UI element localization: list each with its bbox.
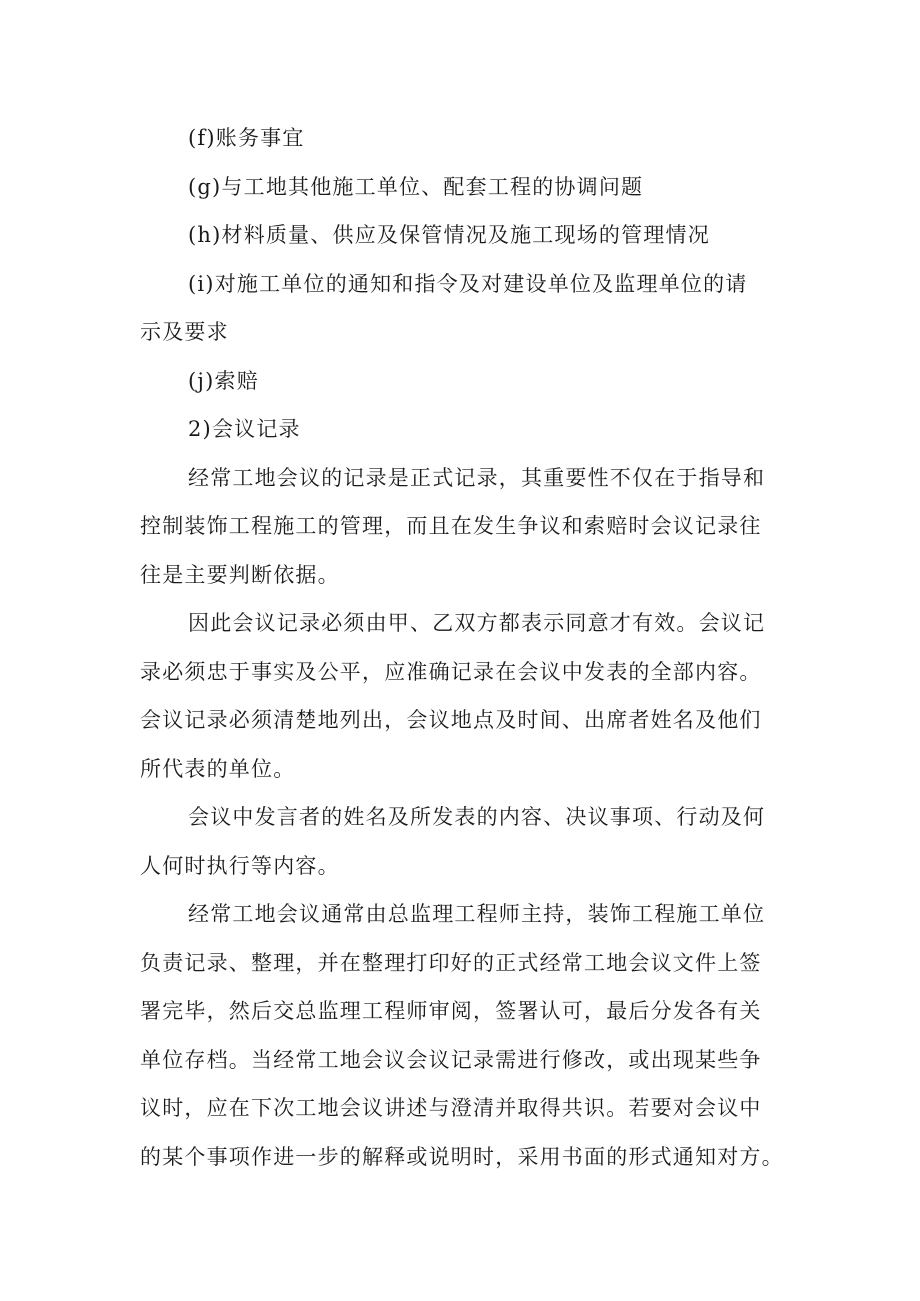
text-line: 署完毕，然后交总监理工程师审阅，签署认可，最后分发各有关	[140, 999, 762, 1023]
text-line: 人何时执行等内容。	[140, 853, 340, 878]
text-line: 2)会议记录	[188, 417, 301, 441]
paragraph-3	[140, 793, 800, 890]
text-line: 所代表的单位。	[140, 756, 296, 781]
list-item-f	[140, 114, 800, 163]
text-line: 会议记录必须清楚地列出，会议地点及时间、出席者姓名及他们	[140, 708, 762, 732]
text-line: (g)与工地其他施工单位、配套工程的协调问题	[188, 174, 644, 199]
section-heading	[140, 405, 800, 454]
text-line: 负责记录、整理，并在整理打印好的正式经常工地会议文件上签	[140, 950, 762, 975]
text-line: 往是主要判断依据。	[140, 562, 340, 587]
list-item-i	[140, 260, 800, 357]
text-line: 的某个事项作进一步的解释或说明时，采用书面的形式通知对方。	[140, 1144, 784, 1169]
text-line: 议时，应在下次工地会议讲述与澄清并取得共识。若要对会议中	[140, 1096, 762, 1120]
text-line: (h)材料质量、供应及保管情况及施工现场的管理情况	[188, 223, 710, 247]
text-line: 示及要求	[140, 320, 229, 344]
text-line: 因此会议记录必须由甲、乙双方都表示同意才有效。会议记	[188, 611, 766, 635]
text-line: 控制装饰工程施工的管理，而且在发生争议和索赔时会议记录往	[140, 514, 762, 538]
paragraph-2	[140, 599, 800, 793]
text-line: 录必须忠于事实及公平，应准确记录在会议中发表的全部内容。	[140, 659, 762, 684]
paragraph-4	[140, 890, 800, 1181]
list-item-h	[140, 211, 800, 260]
text-line: (j)索赔	[188, 368, 259, 393]
text-line: 经常工地会议的记录是正式记录，其重要性不仅在于指导和	[188, 465, 766, 490]
list-item-g	[140, 163, 800, 212]
text-line: (f)账务事宜	[188, 126, 305, 150]
text-line: 经常工地会议通常由总监理工程师主持，装饰工程施工单位	[188, 902, 766, 926]
text-line: 单位存档。当经常工地会议会议记录需进行修改，或出现某些争	[140, 1047, 762, 1072]
paragraph-1	[140, 454, 800, 600]
list-item-j	[140, 357, 800, 406]
text-line: (i)对施工单位的通知和指令及对建设单位及监理单位的请	[188, 271, 748, 296]
text-line: 会议中发言者的姓名及所发表的内容、决议事项、行动及何	[188, 805, 766, 829]
document-body	[140, 114, 800, 1181]
